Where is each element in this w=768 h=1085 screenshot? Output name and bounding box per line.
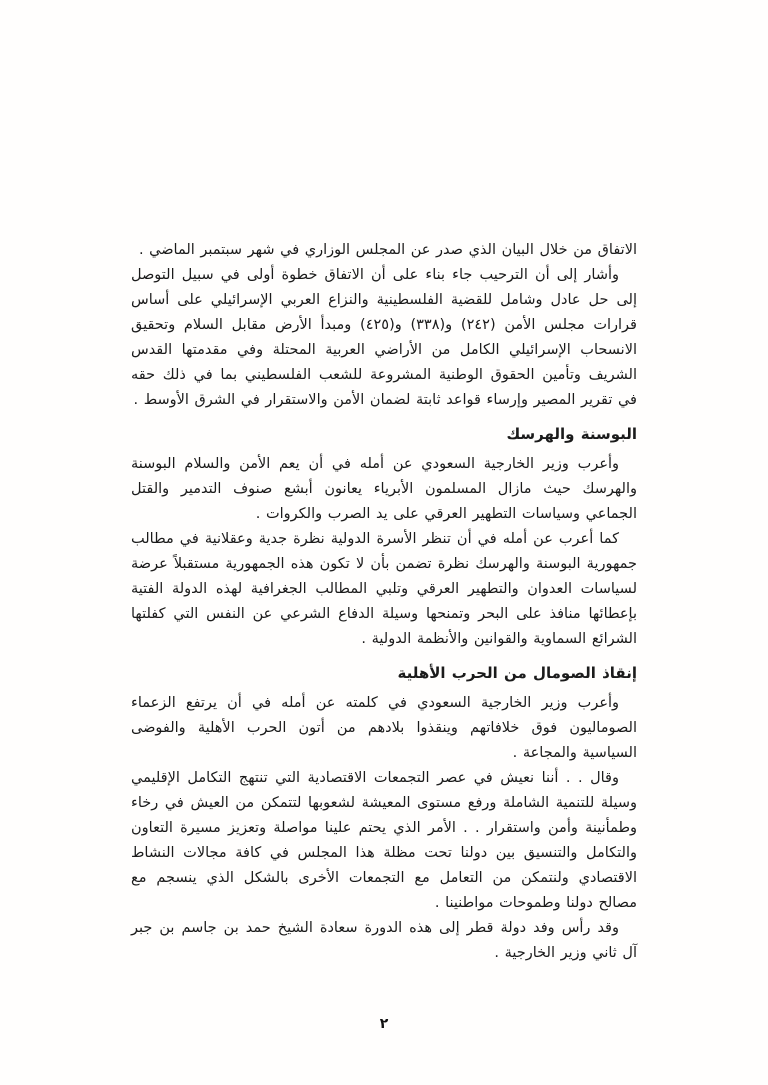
body-paragraph-bosnia-2: كما أعرب عن أمله في أن تنظر الأسرة الدولية نظرة جدية وعقلانية في مطالب جمهورية البوسنة والهرسك نظرة تضمن بأن لا تكون هذه الجمهورية مستقبلاً عرضة لسياسات العدوان والتطهير العرقي وتلبي المطالب الجغرافية لهذه الدولة الفتية بإعطائها منافذ على البحر وتمنحها وسيلة الدفاع الشرعي عن النفس التي كفلتها الشرائع السماوية والقوانين والأنظمة الدولية . (131, 531, 637, 647)
body-paragraph-bosnia-1: وأعرب وزير الخارجية السعودي عن أمله في أن يعم الأمن والسلام البوسنة والهرسك حيث مازال المسلمون الأبرياء يعانون أبشع صنوف التدمير والقتل الجماعي وسياسات التطهير العرقي على يد الصرب والكروات . (131, 456, 637, 522)
section-heading-somalia: إنقاذ الصومال من الحرب الأهلية (397, 664, 637, 682)
body-paragraph-economic-blocs: وقال . . أننا نعيش في عصر التجمعات الاقتصادية التي تنتهج التكامل الإقليمي وسيلة للتنمية الشاملة ورفع مستوى المعيشة لشعوبها لتتمكن من العيش في رخاء وطمأنينة وأمن واستقرار . . الأمر الذي يحتم علينا مواصلة وتعزيز مسيرة التعاون والتكامل والتنسيق بين دولنا تحت مظلة هذا المجلس في كافة مجالات النشاط الاقتصادي ولنتمكن من التعامل مع التجمعات الأخرى بالشكل الذي ينسجم مع مصالح دولنا وطموحات مواطنينا . (131, 770, 637, 911)
body-paragraph-somalia: وأعرب وزير الخارجية السعودي في كلمته عن أمله في أن يرتفع الزعماء الصوماليون فوق خلافاتهم وينقذوا بلادهم من أتون الحرب الأهلية والفوضى السياسية والمجاعة . (131, 695, 637, 761)
page-number: ٢ (379, 1016, 389, 1032)
body-paragraph-continuation: الاتفاق من خلال البيان الذي صدر عن المجلس الوزاري في شهر سبتمبر الماضي . (138, 242, 637, 258)
body-paragraph-qatar-delegation: وقد رأس وفد دولة قطر إلى هذه الدورة سعادة الشيخ حمد بن جاسم بن جبر آل ثاني وزير الخارجية . (131, 920, 637, 961)
text-block (131, 238, 637, 966)
body-paragraph-peace-agreement: وأشار إلى أن الترحيب جاء بناء على أن الاتفاق خطوة أولى في سبيل التوصل إلى حل عادل وشامل للقضية الفلسطينية والنزاع العربي الإسرائيلي على أساس قرارات مجلس الأمن (٢٤٢) و(٣٣٨) و(٤٢٥) ومبدأ الأرض مقابل السلام وتحقيق الانسحاب الإسرائيلي الكامل من الأراضي العربية المحتلة وفي مقدمتها القدس الشريف وتأمين الحقوق الوطنية المشروعة للشعب الفلسطيني بما في ذلك حقه في تقرير المصير وإرساء قواعد ثابتة لضمان الأمن والاستقرار في الشرق الأوسط . (131, 267, 637, 408)
section-heading-bosnia: البوسنة والهرسك (506, 425, 637, 443)
